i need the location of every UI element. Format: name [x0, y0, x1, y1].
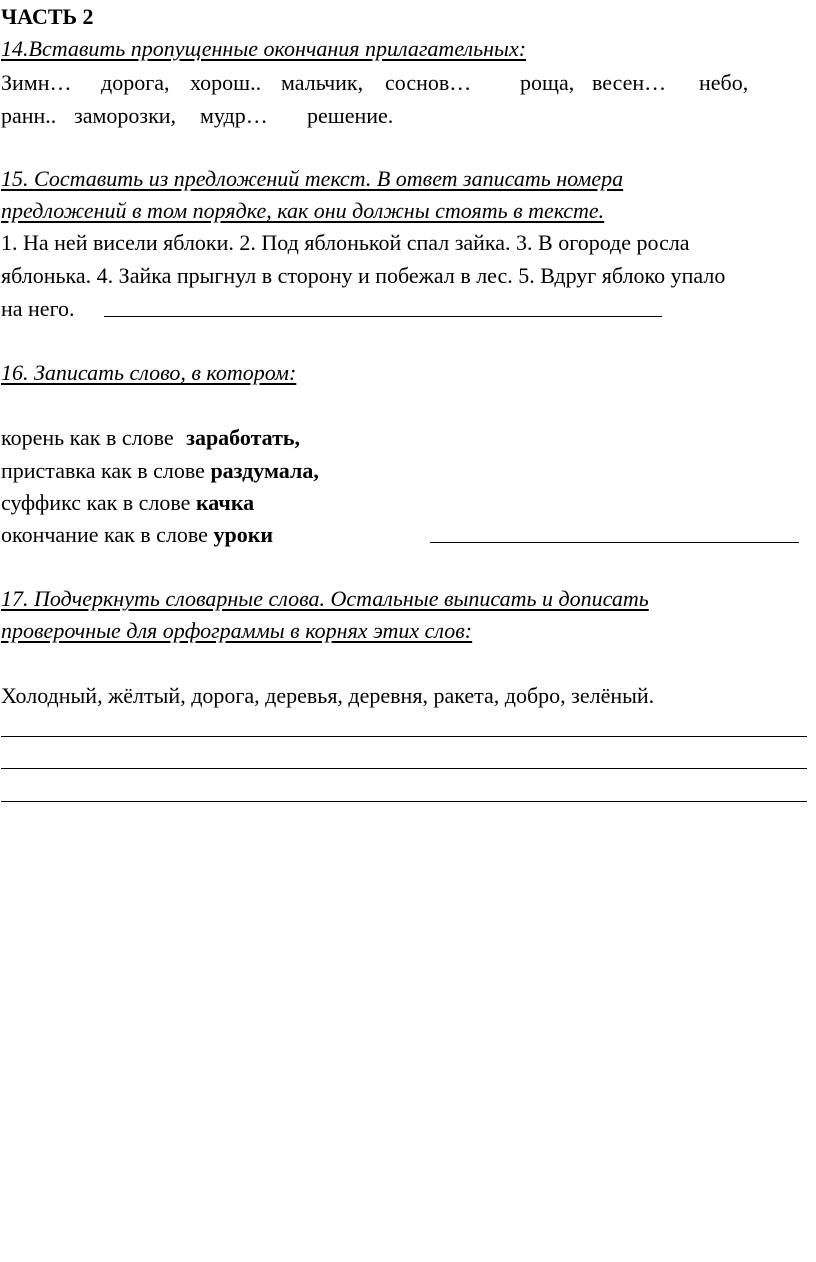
task16-row-root — [1, 427, 300, 449]
task15-answer-blank[interactable] — [104, 316, 662, 317]
task16-row-word: качка — [195, 490, 255, 515]
task14-word: соснов… — [385, 70, 472, 95]
task14-heading: 14.Вставить пропущенные окончания прилагательных: — [1, 36, 527, 61]
task17-heading-line1: 17. Подчеркнуть словарные слова. Остальные выписать и дописать — [1, 586, 649, 611]
task14-word: хорош.. — [190, 70, 262, 95]
task16-row-word: раздумала, — [210, 458, 319, 483]
task15-heading-line1: 15. Составить из предложений текст. В ответ записать номера — [1, 166, 624, 191]
task15-text-line1: 1. На ней висели яблоки. 2. Под яблонькой спал зайка. 3. В огороде росла — [1, 230, 690, 255]
task14-word: весен… — [592, 70, 667, 95]
task17-word-list: Холодный, жёлтый, дорога, деревья, деревня, ракета, добро, зелёный. — [1, 683, 655, 708]
task15-text-line3: на него. — [1, 296, 75, 321]
task17-answer-line[interactable] — [1, 736, 807, 737]
task14-word: мудр… — [200, 103, 268, 128]
task14-word: ранн.. — [1, 103, 57, 128]
task16-row-prefix: корень как в слове — [1, 425, 180, 450]
task16-row-prefix: суффикс как в слове — [1, 490, 196, 515]
task16-row-word: заработать, — [186, 425, 301, 450]
task16-answer-blank[interactable] — [430, 542, 799, 543]
task15-text-line2: яблонька. 4. Зайка прыгнул в сторону и побежал в лес. 5. Вдруг яблоко упало — [1, 263, 726, 288]
task17-heading-line2: проверочные для орфограммы в корнях этих слов: — [1, 618, 473, 643]
task16-row-prefix: окончание как в слове — [1, 522, 214, 547]
task14-word: роща, — [520, 70, 575, 95]
task16-heading: 16. Записать слово, в котором: — [1, 360, 297, 385]
task17-answer-line[interactable] — [1, 768, 807, 769]
task16-row-ending — [1, 524, 273, 546]
task16-row-prefix: приставка как в слове — [1, 458, 211, 483]
task14-word: дорога, — [101, 70, 170, 95]
part-title: ЧАСТЬ 2 — [1, 4, 94, 29]
task14-word: решение. — [307, 103, 394, 128]
task14-word: небо, — [699, 70, 749, 95]
task15-heading-line2: предложений в том порядке, как они должны стоять в тексте. — [1, 198, 605, 223]
task16-row-prefix-morpheme — [1, 460, 319, 482]
task16-row-suffix — [1, 492, 254, 514]
task16-row-word: уроки — [213, 522, 274, 547]
task14-word: Зимн… — [1, 70, 72, 95]
task14-word: заморозки, — [74, 103, 177, 128]
task17-answer-line[interactable] — [1, 801, 807, 802]
task14-word: мальчик, — [281, 70, 364, 95]
